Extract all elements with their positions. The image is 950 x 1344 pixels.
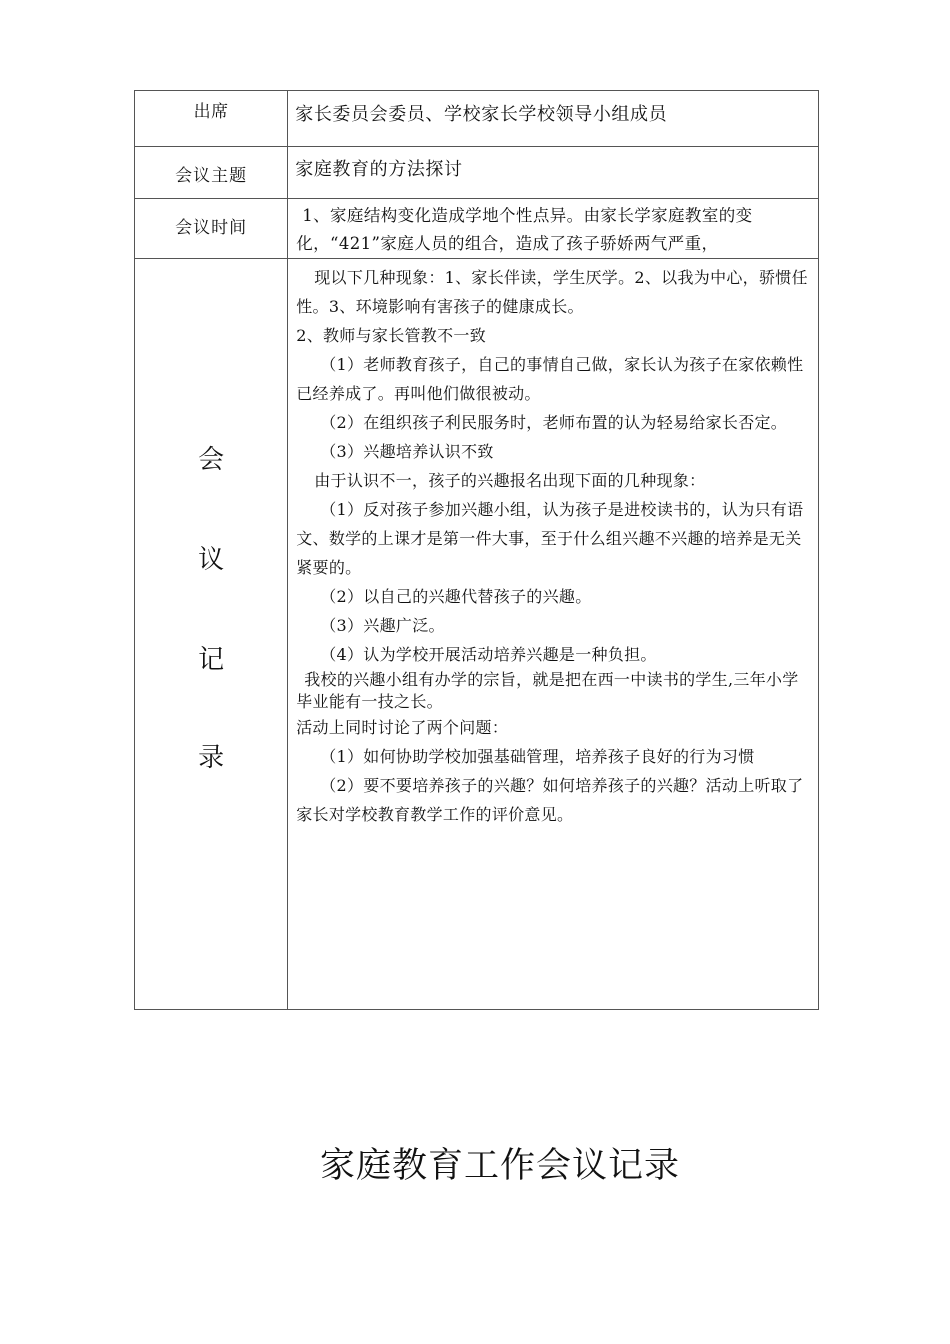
attendance-label: 出席	[193, 102, 229, 122]
minutes-paragraph: （3）兴趣广泛。	[320, 616, 445, 635]
minutes-paragraph: （2）要不要培养孩子的兴趣？如何培养孩子的兴趣？活动上听取了家长对学校教育教学工作的评价意见。	[296, 776, 804, 824]
minutes-paragraph: （1）反对孩子参加兴趣小组，认为孩子是进校读书的，认为只有语文、数学的上课才是第一件大事，至于什么组兴趣不兴趣的培养是无关紧要的。	[296, 500, 804, 577]
minutes-paragraph: （1）老师教育孩子，自己的事情自己做，家长认为孩子在家依赖性已经养成了。再叫他们做很被动。	[296, 355, 804, 403]
meeting-record-table	[134, 90, 819, 1010]
time-row	[135, 199, 819, 259]
time-value: 1、家庭结构变化造成学地个性点异。由家长学家庭教室的变化，“421”家庭人员的组合，造成了孩子骄娇两气严重，	[296, 206, 753, 253]
minutes-label-char: 记	[198, 645, 225, 675]
theme-label: 会议主题	[175, 166, 248, 186]
attendance-value: 家长委员会委员、学校家长学校领导小组成员	[295, 104, 668, 125]
minutes-row	[135, 259, 819, 1010]
theme-label-cell	[135, 147, 288, 199]
document-title: 家庭教育工作会议记录	[320, 1146, 681, 1186]
minutes-body	[288, 259, 818, 829]
attendance-row	[135, 91, 819, 147]
minutes-label-char: 会	[198, 445, 225, 475]
attendance-value-cell	[288, 91, 819, 147]
minutes-label-char: 议	[198, 545, 225, 575]
minutes-paragraph: （2）在组织孩子利民服务时，老师布置的认为轻易给家长否定。	[320, 413, 788, 432]
time-label-cell	[135, 199, 288, 259]
time-label: 会议时间	[175, 218, 248, 238]
minutes-label-char: 录	[198, 743, 225, 773]
theme-value-cell	[288, 147, 819, 199]
minutes-paragraph: 活动上同时讨论了两个问题：	[296, 718, 509, 737]
theme-value: 家庭教育的方法探讨	[295, 159, 463, 180]
time-value-cell	[288, 199, 819, 259]
minutes-paragraph: （4）认为学校开展活动培养兴趣是一种负担。	[320, 645, 657, 664]
minutes-paragraph: （3）兴趣培养认识不致	[320, 442, 494, 461]
minutes-paragraph: 由于认识不一，孩子的兴趣报名出现下面的几种现象：	[314, 471, 706, 490]
minutes-paragraph: （2）以自己的兴趣代替孩子的兴趣。	[320, 587, 592, 606]
minutes-paragraph: 2、教师与家长管教不一致	[296, 326, 486, 345]
minutes-content-cell	[288, 259, 819, 1010]
attendance-label-cell	[135, 91, 288, 147]
minutes-vertical-label	[135, 259, 287, 1009]
minutes-paragraph: 现以下几种现象：1、家长伴读，学生厌学。2、以我为中心，骄惯任性。3、环境影响有害孩子的健康成长。	[296, 268, 808, 316]
minutes-paragraph: （1）如何协助学校加强基础管理，培养孩子良好的行为习惯	[320, 747, 755, 766]
minutes-label-cell	[135, 259, 288, 1010]
minutes-paragraph: 我校的兴趣小组有办学的宗旨，就是把在西一中读书的学生,三年小学毕业能有一技之长。	[296, 670, 799, 711]
theme-row	[135, 147, 819, 199]
